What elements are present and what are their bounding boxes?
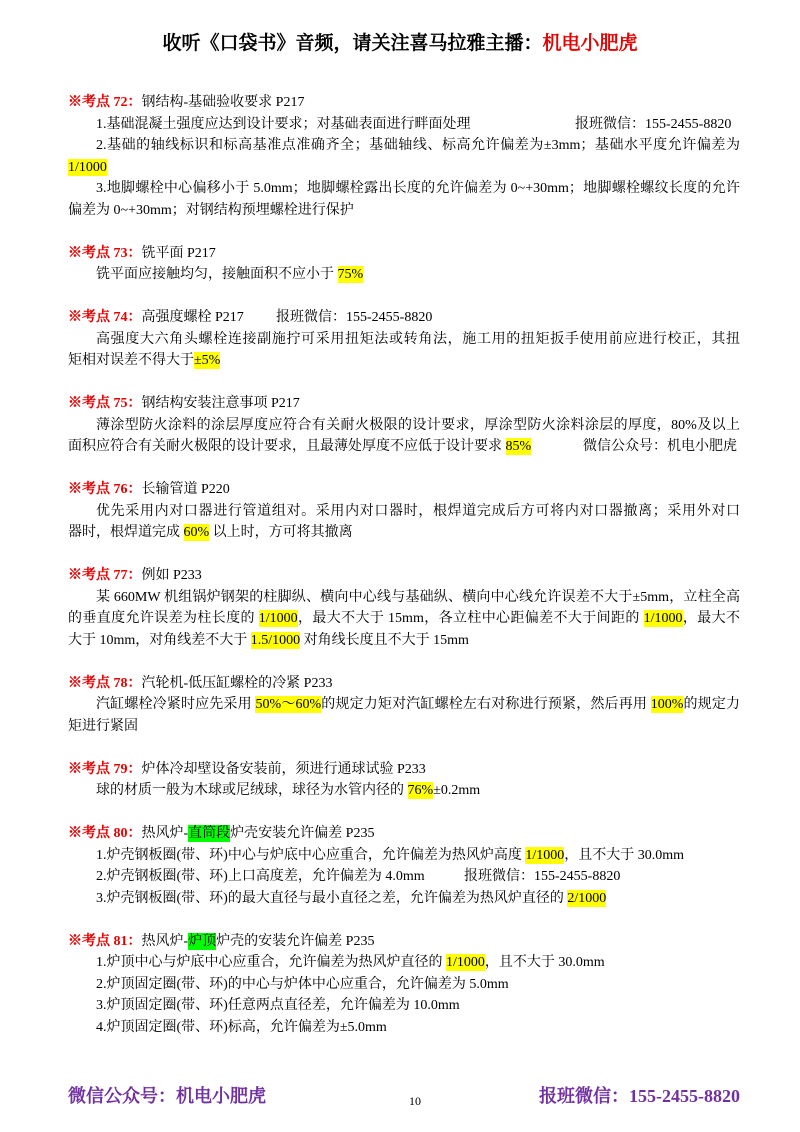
text-segment: 大于 10mm，对角线差不大于	[68, 632, 251, 648]
exam-points-list	[68, 92, 740, 1038]
text-segment: 偏差为 0~+30mm；对钢结构预埋螺栓进行保护	[68, 202, 354, 218]
text-segment: ，且不大于 30.0mm	[564, 847, 684, 863]
exam-point	[68, 92, 740, 221]
body-line	[68, 1017, 740, 1039]
highlighted-value: 50%～60%	[255, 697, 322, 712]
point-label: ※考点 76：	[68, 482, 142, 497]
point-heading	[68, 565, 740, 587]
line-aside: 微信公众号：机电小肥虎	[583, 439, 737, 454]
exam-point	[68, 673, 740, 738]
text-segment: 3.炉顶固定圈(带、环)任意两点直径差，允许偏差为 10.0mm	[96, 998, 460, 1013]
highlighted-value: 60%	[183, 525, 210, 540]
text-segment: ，最大不	[682, 611, 741, 626]
exam-point	[68, 823, 740, 909]
text-segment: 某 660MW 机组锅炉钢架的柱脚纵、横向中心线与基础纵、横向中心线允许误差不大于±5mm，立柱全高	[96, 589, 740, 605]
text-segment: 炉壳安装允许偏差 P235	[230, 826, 375, 841]
highlighted-term: 直筒段	[188, 826, 231, 841]
text-segment: 炉体冷却壁设备安装前，须进行通球试验 P233	[141, 761, 426, 777]
body-line	[68, 995, 740, 1017]
exam-point	[68, 931, 740, 1039]
highlighted-value: 1/1000	[258, 611, 298, 626]
text-segment: 1.基础混凝土强度应达到设计要求；对基础表面进行畔面处理	[96, 116, 471, 132]
point-label: ※考点 72：	[68, 95, 142, 110]
body-line	[68, 501, 740, 523]
header-notice: 收听《口袋书》音频，请关注喜马拉雅主播：	[162, 33, 543, 54]
point-label: ※考点 75：	[68, 396, 142, 411]
text-segment: 3.地脚螺栓中心偏移小于 5.0mm；地脚螺栓露出长度的允许偏差为 0~+30mm；地脚螺栓螺纹长度的允许	[96, 181, 740, 196]
text-segment: 的规定力	[683, 697, 741, 712]
line-aside: 报班微信：155-2455-8820	[575, 116, 732, 132]
point-heading	[68, 243, 740, 265]
point-heading	[68, 479, 740, 501]
highlighted-term: 炉顶	[188, 933, 217, 949]
footer-enroll-wechat: 报班微信：155-2455-8820	[539, 1086, 740, 1106]
body-line	[68, 178, 740, 200]
text-segment: 的规定力矩对汽缸螺栓左右对称进行预紧，然后再用	[321, 697, 651, 712]
highlighted-value: 1/1000	[643, 611, 683, 626]
text-segment: 2.炉顶固定圈(带、环)的中心与炉体中心应重合，允许偏差为 5.0mm	[96, 976, 509, 992]
text-segment: 面积应符合有关耐火极限的设计要求，且最薄处厚度不应低于设计要求	[68, 439, 506, 454]
point-heading	[68, 307, 740, 329]
text-segment: 高强度大六角头螺栓连接副施拧可采用扭矩法或转角法，施工用的扭矩扳手使用前应进行校正，其扭	[96, 331, 740, 347]
text-segment: 对角线长度且不大于 15mm	[300, 632, 469, 648]
point-heading	[68, 823, 740, 845]
highlighted-value: 85%	[505, 439, 532, 454]
body-line	[68, 415, 740, 437]
body-line	[68, 135, 740, 157]
highlighted-value: 1.5/1000	[250, 632, 301, 648]
text-segment: 1.炉壳钢板圈(带、环)中心与炉底中心应重合，允许偏差为热风炉高度	[96, 847, 526, 863]
footer-wechat-account: 微信公众号：机电小肥虎	[68, 1086, 266, 1106]
body-line	[68, 329, 740, 351]
highlighted-value: 1/1000	[525, 847, 565, 863]
body-line	[68, 780, 740, 802]
text-segment: 2.炉壳钢板圈(带、环)上口高度差，允许偏差为 4.0mm	[96, 869, 425, 884]
text-segment: 高强度螺栓 P217	[141, 310, 244, 325]
text-segment: 长输管道 P220	[141, 482, 230, 497]
text-segment: 3.炉壳钢板圈(带、环)的最大直径与最小直径之差，允许偏差为热风炉直径的	[96, 890, 568, 906]
body-line	[68, 974, 740, 996]
text-segment: 钢结构-基础验收要求 P217	[141, 95, 305, 110]
text-segment: 器时，根焊道完成	[68, 525, 184, 540]
text-segment: 钢结构安装注意事项 P217	[141, 396, 300, 411]
body-line	[68, 845, 740, 867]
body-line	[68, 716, 740, 738]
text-segment: 热风炉-	[141, 826, 189, 841]
body-line	[68, 436, 740, 458]
text-segment: 汽轮机-低压缸螺栓的冷紧 P233	[141, 675, 333, 691]
body-line	[68, 200, 740, 222]
text-segment: 热风炉-	[141, 933, 189, 949]
text-segment: 4.炉顶固定圈(带、环)标高，允许偏差为±5.0mm	[96, 1019, 387, 1035]
body-line	[68, 694, 740, 716]
body-line	[68, 608, 740, 630]
exam-point	[68, 307, 740, 372]
body-line	[68, 350, 740, 372]
body-line	[68, 866, 740, 888]
text-segment: 的垂直度允许误差为柱长度的	[68, 611, 259, 626]
header-host-name: 机电小肥虎	[542, 33, 638, 54]
highlighted-value: 1/1000	[446, 955, 485, 970]
point-heading	[68, 931, 740, 953]
point-label: ※考点 81：	[68, 933, 142, 949]
point-heading	[68, 393, 740, 415]
point-heading	[68, 759, 740, 781]
point-label: ※考点 80：	[68, 826, 142, 841]
text-segment: 薄涂型防火涂料的涂层厚度应符合有关耐火极限的设计要求，厚涂型防火涂料涂层的厚度，80%及以上	[96, 417, 740, 433]
text-segment: ，最大不大于 15mm，各立柱中心距偏差不大于间距的	[297, 611, 644, 626]
exam-point	[68, 565, 740, 651]
highlighted-value: 75%	[337, 267, 364, 282]
page-header	[0, 32, 800, 56]
text-segment: 铣平面 P217	[141, 245, 216, 261]
text-segment: 矩相对误差不得大于	[68, 353, 194, 368]
point-heading	[68, 673, 740, 695]
body-line	[68, 888, 740, 910]
exam-point	[68, 393, 740, 458]
text-segment: ±0.2mm	[433, 783, 481, 798]
point-label: ※考点 73：	[68, 245, 142, 261]
highlighted-value: 2/1000	[567, 890, 607, 906]
exam-point	[68, 479, 740, 544]
highlighted-value: 1/1000	[68, 159, 107, 175]
body-line	[68, 157, 740, 179]
point-heading	[68, 92, 740, 114]
text-segment: 汽缸螺栓冷紧时应先采用	[96, 697, 256, 712]
body-line	[68, 952, 740, 974]
line-aside: 报班微信：155-2455-8820	[464, 869, 621, 884]
body-line	[68, 264, 740, 286]
text-segment: ，且不大于 30.0mm	[484, 955, 605, 970]
point-label: ※考点 78：	[68, 675, 142, 691]
exam-point	[68, 759, 740, 802]
text-segment: 例如 P233	[141, 568, 202, 583]
point-label: ※考点 79：	[68, 761, 142, 777]
highlighted-value: 76%	[407, 783, 434, 798]
text-segment: 炉壳的安装允许偏差 P235	[216, 933, 375, 949]
body-line	[68, 522, 740, 544]
point-label: ※考点 74：	[68, 310, 142, 325]
text-segment: 球的材质一般为木球或尼绒球，球径为水管内径的	[96, 783, 408, 798]
highlighted-value: ±5%	[194, 353, 221, 368]
point-label: ※考点 77：	[68, 568, 142, 583]
exam-point	[68, 243, 740, 286]
text-segment: 2.基础的轴线标识和标高基准点准确齐全；基础轴线、标高允许偏差为±3mm；基础水平度允许偏差为	[96, 138, 740, 153]
text-segment: 铣平面应接触均匀，接触面积不应小于	[96, 267, 338, 282]
text-segment: 1.炉顶中心与炉底中心应重合，允许偏差为热风炉直径的	[96, 955, 446, 970]
highlighted-value: 100%	[650, 697, 684, 712]
body-line	[68, 114, 740, 136]
text-segment: 矩进行紧固	[68, 718, 138, 734]
title-aside: 报班微信：155-2455-8820	[276, 310, 433, 325]
body-line	[68, 587, 740, 609]
text-segment: 以上时，方可将其撤离	[209, 525, 353, 540]
body-line	[68, 630, 740, 652]
text-segment: 优先采用内对口器进行管道组对。采用内对口器时，根焊道完成后方可将内对口器撤离；采用外对口	[96, 503, 740, 519]
page-number: 10	[409, 1094, 421, 1108]
